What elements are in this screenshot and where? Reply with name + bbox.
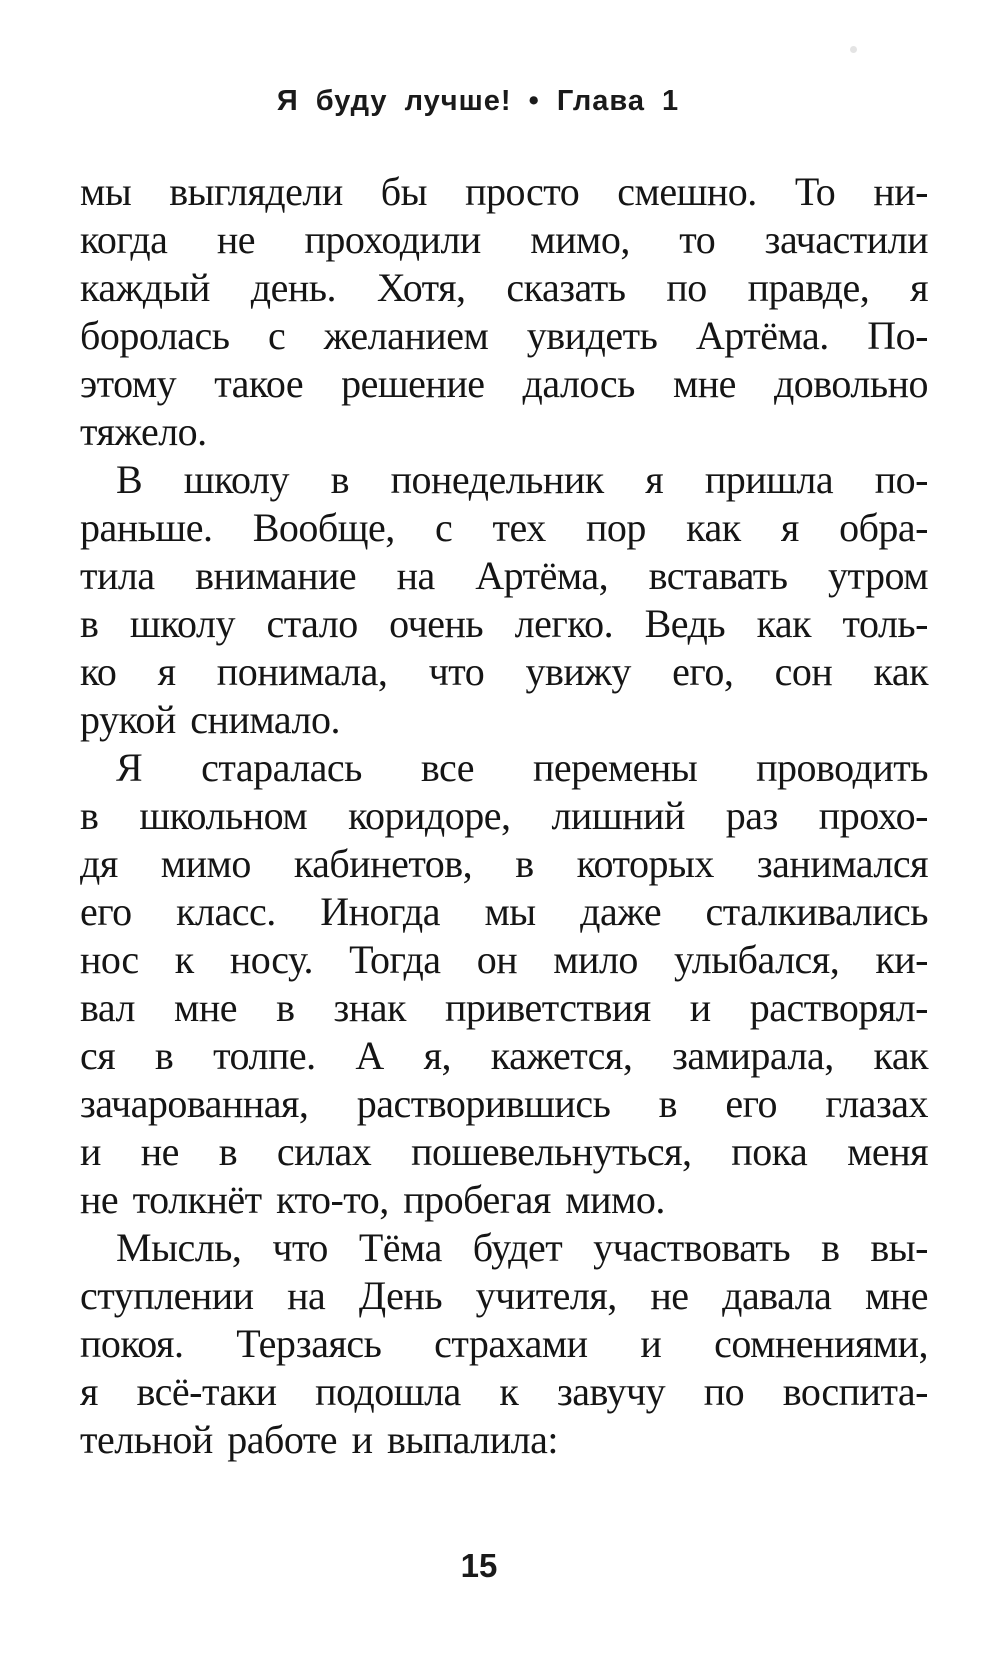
text-line: тяжело. [80, 409, 207, 454]
text-line: и не в силах пошевельнуться, пока меня [80, 1129, 928, 1174]
text-line: мы выглядели бы просто смешно. То ни- [80, 169, 928, 214]
text-line: нос к носу. Тогда он мило улыбался, ки- [80, 937, 928, 982]
text-line paragraph-start: Мысль, что Тёма будет участвовать в вы- [116, 1225, 928, 1270]
text-line paragraph-start: Я старалась все перемены проводить [116, 745, 928, 790]
text-line paragraph-start: В школу в понедельник я пришла по- [116, 457, 928, 502]
text-line: этому такое решение далось мне довольно [80, 361, 928, 406]
text-block [80, 168, 928, 1464]
text-line: в школу стало очень легко. Ведь как толь- [80, 601, 928, 646]
text-line: не толкнёт кто-то, пробегая мимо. [80, 1177, 665, 1222]
text-line: тельной работе и выпалила: [80, 1417, 558, 1462]
text-line: ступлении на День учителя, не давала мне [80, 1273, 928, 1318]
text-line: рукой снимало. [80, 697, 340, 742]
text-line: зачарованная, растворившись в его глазах [80, 1081, 928, 1126]
text-line: в школьном коридоре, лишний раз прохо- [80, 793, 928, 838]
text-line: каждый день. Хотя, сказать по правде, я [80, 265, 928, 310]
running-header: Я буду лучше! • Глава 1 [276, 85, 680, 117]
text-line: боролась с желанием увидеть Артёма. По- [80, 313, 928, 358]
text-line: ко я понимала, что увижу его, сон как [80, 649, 928, 694]
text-line: ся в толпе. А я, кажется, замирала, как [80, 1033, 928, 1078]
scan-artifact-dot [850, 46, 857, 53]
text-line: раньше. Вообще, с тех пор как я обра- [80, 505, 928, 550]
text-line: покоя. Терзаясь страхами и сомнениями, [80, 1321, 928, 1366]
page-number: 15 [460, 1547, 498, 1584]
text-line: когда не проходили мимо, то зачастили [80, 217, 928, 262]
text-line: его класс. Иногда мы даже сталкивались [80, 889, 928, 934]
text-line: тила внимание на Артёма, вставать утром [80, 553, 928, 598]
text-line: вал мне в знак приветствия и растворял- [80, 985, 928, 1030]
text-line: дя мимо кабинетов, в которых занимался [80, 841, 928, 886]
text-line: я всё-таки подошла к завучу по воспита- [80, 1369, 928, 1414]
